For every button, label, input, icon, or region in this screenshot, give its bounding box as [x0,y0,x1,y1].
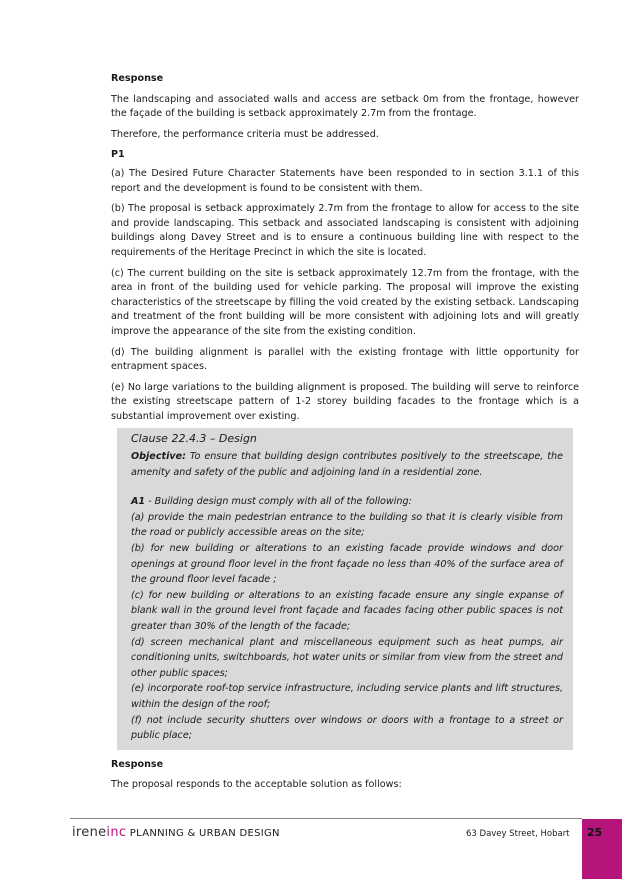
a1-text: - Building design must comply with all of the following: [145,496,412,508]
brand-name-part1: irene [72,825,107,840]
page-number: 25 [587,826,603,839]
clause-item: (e) incorporate roof-top service infrastructure, including service plants and lift structures, within the design of the roof; [131,683,563,710]
a1-label: A1 [131,496,146,508]
clause-box [117,428,573,749]
p1-item: (c) The current building on the site is setback approximately 12.7m from the frontage, with the area in front of the building used for vehicle parking. The proposal will improve the existing characteristics of the streetscape by filling the void created by the existing setback. Landscaping and treatment of the front building will be more consistent with adjoining lots and will greatly improve the appearance of the site from the existing condition. [111,267,579,337]
footer-divider [70,818,582,819]
spacer [131,480,563,494]
p1-item: (b) The proposal is setback approximately 2.7m from the frontage to allow for access to the site and provide landscaping. This setback and associated landscaping is consistent with adjoining buildings along Davey Street and is to ensure a continuous building line with respect to the requirements of the Heritage Precinct in which the site is located. [111,203,579,258]
clause-objective [131,449,563,480]
objective-text: To ensure that building design contributes positively to the streetscape, the amenity and safety of the public and adjoining land in a residential zone. [131,451,563,478]
clause-item: (b) for new building or alterations to an existing facade provide windows and door openings at ground floor level in the front façade no less than 40% of the surface area of the ground floor level facade ; [131,543,563,586]
clause-item: (a) provide the main pedestrian entrance to the building so that it is clearly visible from the road or publicly accessible areas on the site; [131,511,563,539]
page-content [111,72,579,799]
p1-item: (e) No large variations to the building alignment is proposed. The building will serve to reinforce the existing streetscape pattern of 1-2 storey building facades to the frontage which is a substantial improvement over existing. [111,381,579,422]
clause-title: Clause 22.4.3 – Design [131,432,257,446]
clause-a1 [131,494,563,510]
clause-item: (c) for new building or alterations to an existing facade ensure any single expanse of blank wall in the ground level front façade and facades facing other public spaces is not greater than 30% of the length of the facade; [131,589,563,632]
response-heading: Response [111,758,164,770]
response-paragraph: The landscaping and associated walls and access are setback 0m from the frontage, however the façade of the building is setback approximately 2.7m from the frontage. [111,93,579,120]
response-paragraph: The proposal responds to the acceptable solution as follows: [111,779,402,791]
p1-item: (d) The building alignment is parallel with the existing frontage with little opportunity for entrapment spaces. [111,346,579,373]
p1-item: (a) The Desired Future Character Statements have been responded to in section 3.1.1 of this report and the development is found to be consistent with them. [111,167,579,194]
response-paragraph: Therefore, the performance criteria must be addressed. [111,128,379,140]
response-heading: Response [111,73,164,84]
clause-item: (f) not include security shutters over windows or doors with a frontage to a street or public place; [131,714,563,742]
clause-item: (d) screen mechanical plant and miscellaneous equipment such as heat pumps, air conditioning units, switchboards, hot water units or similar from view from the street and other public spaces; [131,636,563,679]
brand-tagline: PLANNING & URBAN DESIGN [126,828,280,839]
footer-address: 63 Davey Street, Hobart [466,829,570,839]
brand-name-part2: inc [106,825,127,840]
objective-label: Objective: [131,451,186,463]
p1-heading: P1 [111,149,125,161]
footer-brand [72,825,280,840]
